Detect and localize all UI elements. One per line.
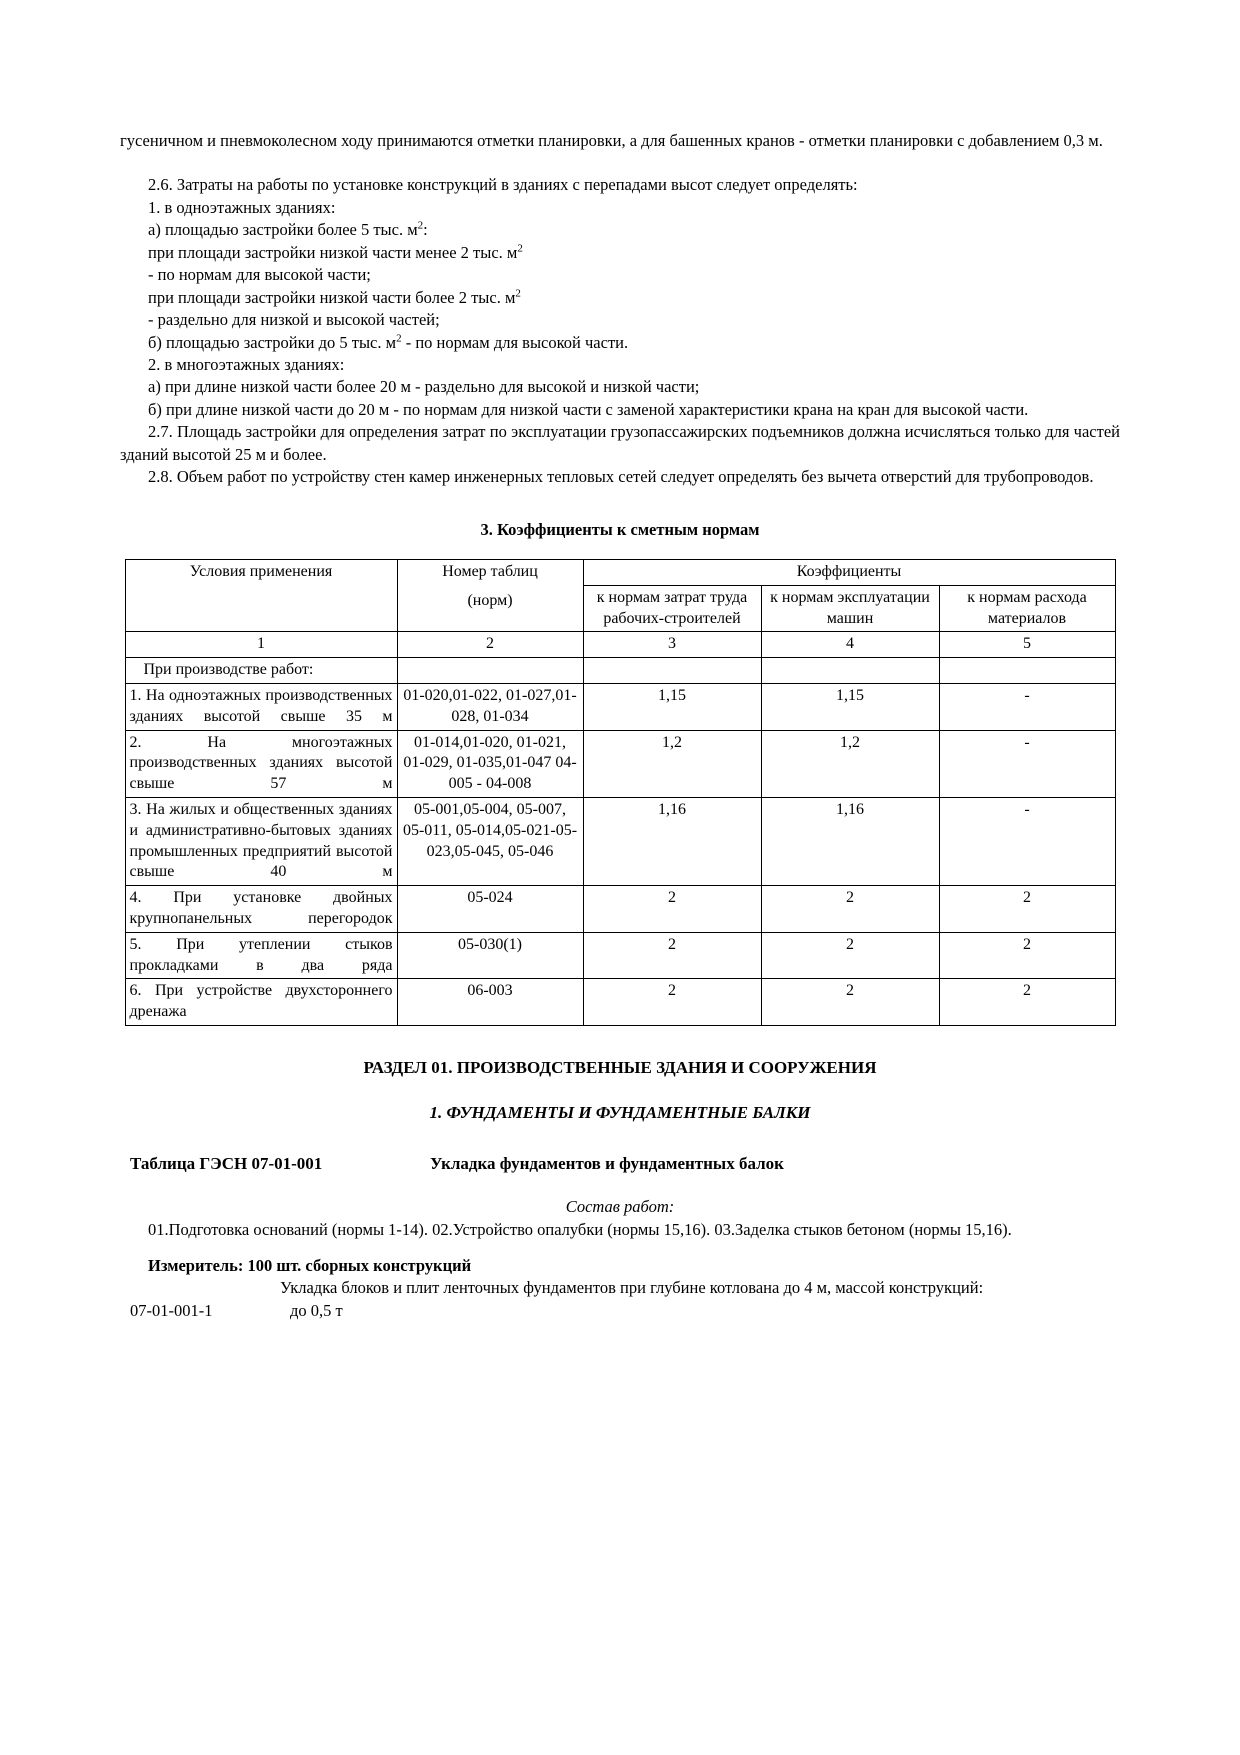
col-num-1: 1 — [125, 632, 397, 658]
row-machine-coef: 2 — [761, 932, 939, 979]
clause-a-5tys-text: а) площадью застройки более 5 тыс. м — [148, 220, 418, 240]
gesn-table-title: Укладка фундаментов и фундаментных балок — [430, 1154, 784, 1174]
table-row — [125, 932, 1115, 979]
header-machine-norms: к нормам эксплуатации машин — [761, 585, 939, 632]
row-table-numbers: 05-001,05-004, 05-007, 05-011, 05-014,05-021-05-023,05-045, 05-046 — [397, 797, 583, 885]
row-machine-coef: 2 — [761, 979, 939, 1026]
gesn-table-label: Таблица ГЭСН 07-01-001 — [130, 1154, 323, 1174]
clause-more-2tys — [120, 287, 1120, 309]
row-labor-coef: 1,2 — [583, 730, 761, 797]
table-group-row — [125, 658, 1115, 684]
clause-2-7: 2.7. Площадь застройки для определения затрат по эксплуатации грузопассажирских подъемников должна исчисляться только для частей зданий высотой 25 м и более. — [120, 422, 1120, 464]
row-table-numbers: 01-020,01-022, 01-027,01-028, 01-034 — [397, 683, 583, 730]
header-table-numbers-line1: Номер таблиц — [442, 563, 538, 580]
clause-a-5tys-tail: : — [423, 220, 428, 240]
row-condition: 3. На жилых и общественных зданиях и административно-бытовых зданиях промышленных предприятий высотой свыше 40 м — [125, 797, 397, 885]
row-condition: 6. При устройстве двухстороннего дренажа — [125, 979, 397, 1026]
table-row — [125, 886, 1115, 933]
clause-less-2tys-text: при площади застройки низкой части менее 2 тыс. м — [148, 242, 518, 262]
clause-b-do5 — [120, 332, 1120, 354]
header-coefficients: Коэффициенты — [583, 560, 1115, 586]
row-material-coef: - — [939, 797, 1115, 885]
norm-description: до 0,5 т — [290, 1300, 343, 1320]
row-condition: 1. На одноэтажных производственных зданиях высотой свыше 35 м — [125, 683, 397, 730]
izmeritel-label: Измеритель: 100 шт. сборных конструкций — [148, 1256, 472, 1276]
header-conditions: Условия применения — [125, 560, 397, 632]
header-material-norms: к нормам расхода материалов — [939, 585, 1115, 632]
col-num-4: 4 — [761, 632, 939, 658]
clause-a-more20: а) при длине низкой части более 20 м - раздельно для высокой и низкой части; — [148, 377, 700, 397]
header-table-numbers-line2: (норм) — [467, 591, 513, 609]
superscript-2: 2 — [515, 287, 521, 300]
row-table-numbers: 06-003 — [397, 979, 583, 1026]
table-row — [125, 797, 1115, 885]
row-machine-coef: 2 — [761, 886, 939, 933]
norm-row — [120, 1300, 1120, 1322]
group-empty-2 — [397, 658, 583, 684]
row-condition: 4. При установке двойных крупнопанельных перегородок — [125, 886, 397, 933]
col-num-5: 5 — [939, 632, 1115, 658]
clause-b-do5-tail: - по нормам для высокой части. — [401, 332, 629, 352]
row-labor-coef: 2 — [583, 979, 761, 1026]
clause-1-odnoetazh: 1. в одноэтажных зданиях: — [148, 197, 336, 217]
row-condition: 5. При утеплении стыков прокладками в два ряда — [125, 932, 397, 979]
clause-a-5tys — [120, 219, 1120, 241]
clause-2-8: 2.8. Объем работ по устройству стен камер инженерных тепловых сетей следует определять без вычета отверстий для трубопроводов. — [148, 467, 1094, 487]
row-labor-coef: 1,16 — [583, 797, 761, 885]
row-labor-coef: 2 — [583, 886, 761, 933]
norm-code: 07-01-001-1 — [130, 1300, 213, 1320]
header-labor-norms: к нормам затрат труда рабочих-строителей — [583, 585, 761, 632]
clause-less-2tys — [120, 242, 1120, 264]
clause-high-part-norm: - по нормам для высокой части; — [148, 265, 371, 285]
table-column-number-row — [125, 632, 1115, 658]
section-3-title: 3. Коэффициенты к сметным нормам — [480, 519, 760, 539]
row-table-numbers: 05-030(1) — [397, 932, 583, 979]
table-row — [125, 979, 1115, 1026]
col-num-3: 3 — [583, 632, 761, 658]
row-labor-coef: 2 — [583, 932, 761, 979]
row-table-numbers: 01-014,01-020, 01-021, 01-029, 01-035,01-047 04-005 - 04-008 — [397, 730, 583, 797]
row-material-coef: 2 — [939, 886, 1115, 933]
gesn-table-heading — [120, 1154, 1120, 1174]
row-material-coef: - — [939, 730, 1115, 797]
group-label: При производстве работ: — [125, 658, 397, 684]
clause-2-6: 2.6. Затраты на работы по установке конструкций в зданиях с перепадами высот следует определять: — [148, 175, 858, 195]
clause-2-mnogoetazh: 2. в многоэтажных зданиях: — [148, 354, 345, 374]
table-row — [125, 730, 1115, 797]
razdel-subtitle: 1. ФУНДАМЕНТЫ И ФУНДАМЕНТНЫЕ БАЛКИ — [429, 1103, 811, 1123]
clause-b-do20: б) при длине низкой части до 20 м - по нормам для низкой части с заменой характеристики крана на кран для высокой части. — [148, 399, 1029, 419]
norm-group-description: Укладка блоков и плит ленточных фундаментов при глубине котлована до 4 м, массой конструкций: — [280, 1278, 984, 1298]
header-table-numbers — [397, 560, 583, 632]
clause-b-do5-text: б) площадью застройки до 5 тыс. м — [148, 332, 397, 352]
table-row — [125, 683, 1115, 730]
clause-more-2tys-text: при площади застройки низкой части более 2 тыс. м — [148, 287, 516, 307]
group-empty-3 — [583, 658, 761, 684]
row-material-coef: - — [939, 683, 1115, 730]
coefficients-table — [125, 559, 1116, 1026]
row-material-coef: 2 — [939, 979, 1115, 1026]
row-condition: 2. На многоэтажных производственных зданиях высотой свыше 57 м — [125, 730, 397, 797]
table-header-row — [125, 560, 1115, 586]
superscript-2: 2 — [417, 219, 424, 232]
superscript-2: 2 — [396, 332, 402, 344]
group-empty-5 — [939, 658, 1115, 684]
sostav-rabot-title: Состав работ: — [565, 1197, 675, 1217]
group-empty-4 — [761, 658, 939, 684]
col-num-2: 2 — [397, 632, 583, 658]
razdel-title: РАЗДЕЛ 01. ПРОИЗВОДСТВЕННЫЕ ЗДАНИЯ И СООРУЖЕНИЯ — [363, 1057, 877, 1077]
clause-separate-parts: - раздельно для низкой и высокой частей; — [148, 310, 440, 330]
sostav-rabot-text: 01.Подготовка оснований (нормы 1-14). 02.Устройство опалубки (нормы 15,16). 03.Заделка стыков бетоном (нормы 15,16). — [148, 1219, 1012, 1239]
superscript-2: 2 — [517, 242, 523, 255]
intro-paragraph: гусеничном и пневмоколесном ходу принимаются отметки планировки, а для башенных кранов - отметки планировки с добавлением 0,3 м. — [120, 131, 1103, 150]
row-material-coef: 2 — [939, 932, 1115, 979]
row-machine-coef: 1,16 — [761, 797, 939, 885]
row-machine-coef: 1,15 — [761, 683, 939, 730]
row-machine-coef: 1,2 — [761, 730, 939, 797]
row-table-numbers: 05-024 — [397, 886, 583, 933]
row-labor-coef: 1,15 — [583, 683, 761, 730]
